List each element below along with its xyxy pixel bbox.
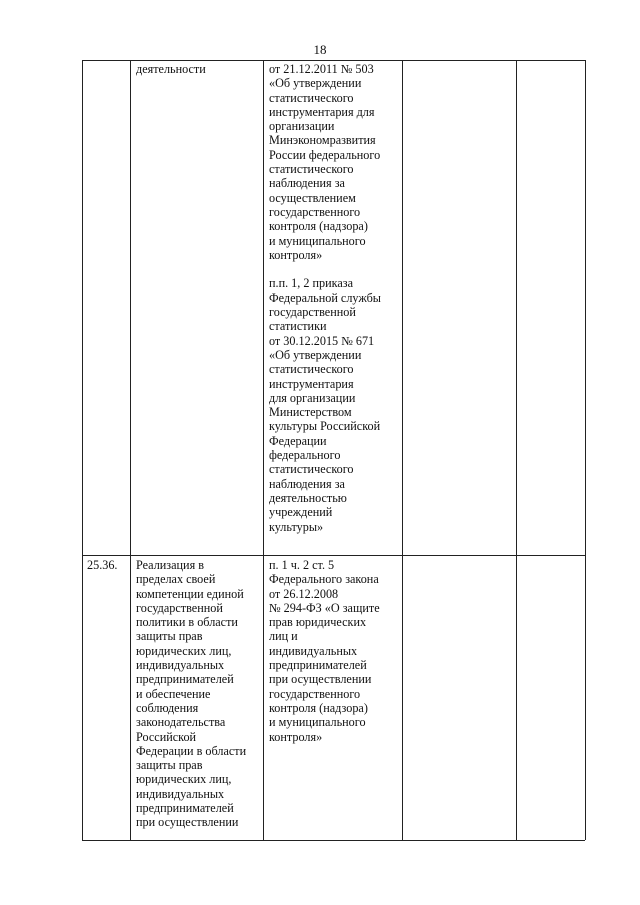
column-divider-2 — [263, 60, 264, 840]
table-border-right — [585, 60, 586, 840]
legal-basis-text: п. 1 ч. 2 ст. 5 Федерального закона от 26.12.2008 № 294-ФЗ «О защите прав юридических лиц и индивидуальных предпринимателей при осуществлении государственного контроля (надзора) и муниципального контроля» — [269, 558, 380, 744]
document-table — [82, 60, 585, 840]
table-border-top — [82, 60, 585, 61]
row-number: 25.36. — [87, 558, 118, 572]
page-number: 18 — [313, 42, 327, 57]
column-divider-1 — [130, 60, 131, 840]
column-divider-3 — [402, 60, 403, 840]
function-text: деятельности — [136, 62, 206, 76]
column-divider-4 — [516, 60, 517, 840]
function-text: Реализация в пределах своей компетенции единой государственной политики в области защиты прав юридических лиц, индивидуальных предпринимателей и обеспечение соблюдения законодательства Российской Федерации в области защиты прав юридических лиц, индивидуальных предпринимателей при осуществлении — [136, 558, 247, 830]
table-border-left — [82, 60, 83, 840]
row-divider — [82, 555, 585, 556]
table-border-bottom — [82, 840, 585, 841]
legal-basis-text: от 21.12.2011 № 503 «Об утверждении статистического инструментария для организации Минэкономразвития России федерального статистического наблюдения за осуществлением государственного контроля (надзора) и муниципального контроля» п.п. 1, 2 приказа Федеральной службы государственной статистики от 30.12.2015 № 671 «Об утверждении статистического инструментария для организации Министерством культуры Российской Федерации федерального статистического наблюдения за деятельностью учреждений культуры» — [269, 62, 381, 534]
